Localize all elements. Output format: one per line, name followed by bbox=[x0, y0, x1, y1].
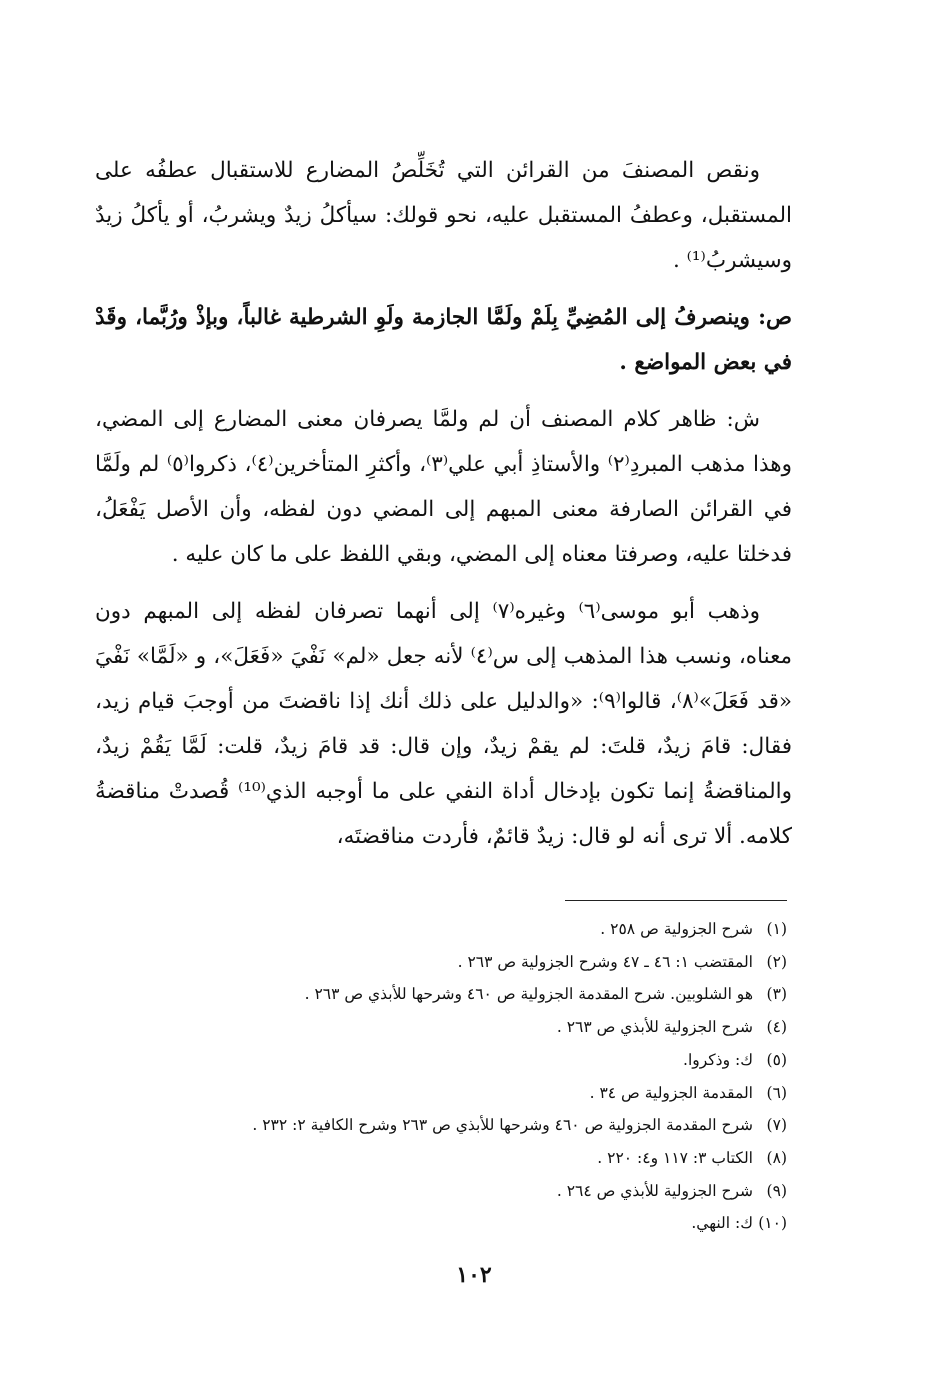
paragraph-4: وذهب أبو موسى⁽٦⁾ وغيره⁽٧⁾ إلى أنهما تصرفان لفظه إلى المبهم دون معناه، ونسب هذا المذهب إلى س⁽٤⁾ لأنه جعل «لم» نَفْيَ «فَعَلَ»، و «لَمَّا» نَفْيَ «قد فَعَلَ»⁽٨⁾، قالوا⁽٩⁾: «والدليل على ذلك أنك إذا ناقضتَ من أوجبَ قيام زيد، فقال: قامَ زيدٌ، قلتَ: لم يقمْ زيدٌ، وإن قال: قد قامَ زيدٌ، قلت: لَمَّا يَقُمْ زيدٌ، والمناقضةُ إنما تكون بإدخال أداة النفي على ما أوجبه الذي⁽¹⁰⁾ قُصدتْ مناقضةُ كلامه. ألا ترى أنه لو قال: زيدٌ قائمٌ، فأردت مناقضتَه، bbox=[95, 599, 793, 849]
footnote-number: (٧) bbox=[766, 1116, 787, 1135]
footnote-separator bbox=[565, 900, 787, 901]
footnote-number: (٩) bbox=[766, 1181, 787, 1200]
footnote-number: (٥) bbox=[766, 1050, 787, 1069]
page-number: ١٠٢ bbox=[456, 1262, 492, 1288]
footnotes bbox=[120, 913, 787, 1240]
footnote-text: هو الشلوبين. شرح المقدمة الجزولية ص ٤٦٠ وشرحها للأبذي ص ٢٦٣ . bbox=[304, 985, 753, 1004]
footnote-text: المقتضب ١: ٤٦ ـ ٤٧ وشرح الجزولية ص ٢٦٣ . bbox=[457, 952, 753, 971]
footnote-number: (١) bbox=[766, 920, 787, 938]
footnote bbox=[120, 978, 787, 1011]
main-text bbox=[95, 148, 792, 871]
footnote-number: (٢) bbox=[766, 952, 787, 971]
footnote bbox=[120, 1142, 787, 1175]
footnote-number: (٤) bbox=[766, 1018, 787, 1037]
footnote-number: (١٠) bbox=[758, 1214, 787, 1233]
footnote-number: (٣) bbox=[766, 985, 787, 1004]
footnote bbox=[120, 946, 787, 979]
footnote bbox=[120, 1207, 787, 1240]
footnote bbox=[120, 1077, 787, 1110]
footnote-text: الكتاب ٣: ١١٧ و٤: ٢٢٠ . bbox=[597, 1148, 753, 1167]
footnote-text: شرح الجزولية ص ٢٥٨ . bbox=[600, 920, 753, 938]
footnote bbox=[120, 1175, 787, 1208]
footnote bbox=[120, 1109, 787, 1142]
footnote bbox=[120, 913, 787, 946]
footnote bbox=[120, 1044, 787, 1077]
footnote-text: ك: النهي. bbox=[691, 1214, 753, 1233]
paragraph-1: ونقص المصنفَ من القرائن التي تُخَلِّصُ المضارع للاستقبال عطفُه على المستقبل، وعطفُ المستقبل عليه، نحو قولك: سيأكلُ زيدٌ ويشربُ، أو يأكلُ زيدٌ وسيشربُ⁽¹⁾ . bbox=[95, 158, 792, 273]
footnote-number: (٨) bbox=[766, 1148, 787, 1167]
footnote-text: ك: وذكروا. bbox=[683, 1050, 753, 1069]
paragraph-2-matn: ص: وينصرفُ إلى المُضِيِّ بِلَمْ ولَمَّا الجازمة ولَوِ الشرطية غالباً، وبإذْ ورُبَّما، وقَدْ في بعض المواضع . bbox=[95, 305, 792, 375]
footnote-number: (٦) bbox=[766, 1083, 787, 1102]
footnote-text: شرح الجزولية للأبذي ص ٢٦٤ . bbox=[556, 1181, 753, 1200]
footnote bbox=[120, 1011, 787, 1044]
footnote-text: شرح الجزولية للأبذي ص ٢٦٣ . bbox=[556, 1018, 753, 1037]
paragraph-3-sharh: ش: ظاهر كلام المصنف أن لم ولمَّا يصرفان معنى المضارع إلى المضي، وهذا مذهب المبردِ⁽٢⁾ والأستاذِ أبي علي⁽٣⁾، وأكثرِ المتأخرين⁽٤⁾، ذكروا⁽٥⁾ لم ولَمَّا في القرائن الصارفة معنى المبهم إلى المضي دون لفظه، وأن الأصل يَفْعَلُ، فدخلتا عليه، وصرفتا معناه إلى المضي، وبقي اللفظ على ما كان عليه . bbox=[95, 407, 792, 567]
footnote-text: المقدمة الجزولية ص ٣٤ . bbox=[589, 1083, 753, 1102]
footnote-text: شرح المقدمة الجزولية ص ٤٦٠ وشرحها للأبذي ص ٢٦٣ وشرح الكافية ٢: ٢٣٢ . bbox=[252, 1116, 753, 1135]
